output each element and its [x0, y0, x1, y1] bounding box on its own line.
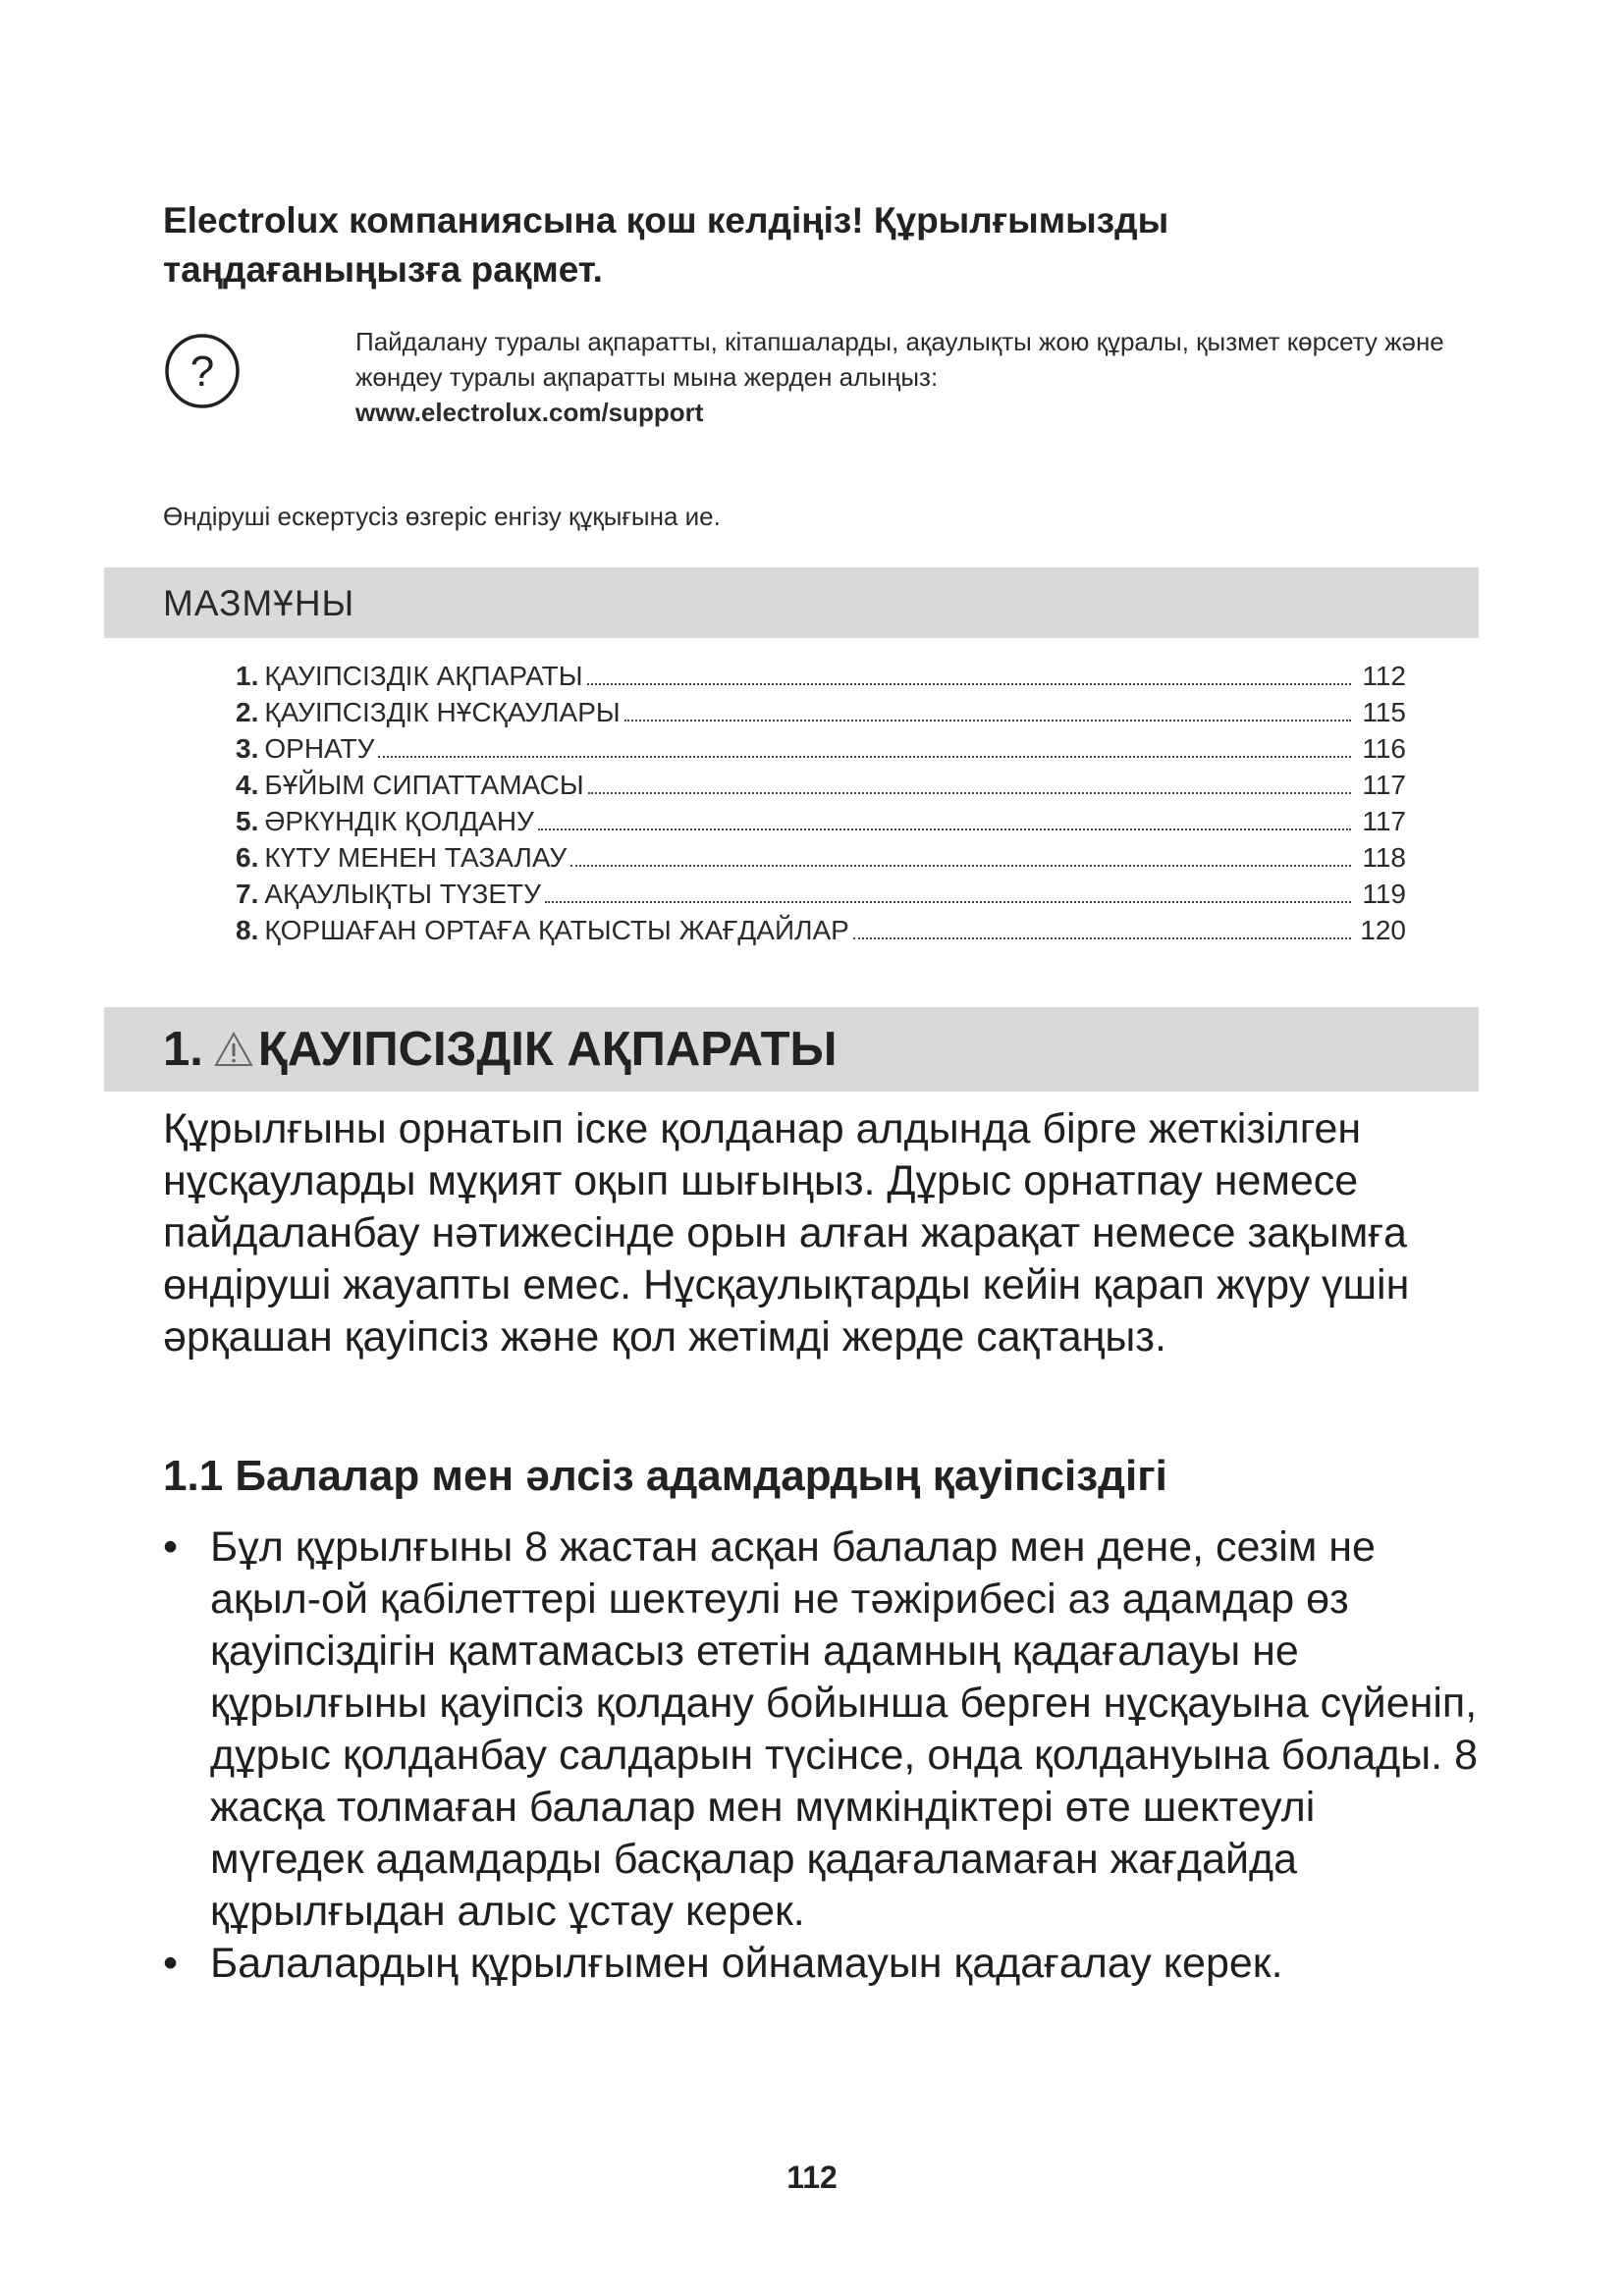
toc-item-number: 2. [236, 697, 259, 727]
toc-item-title: ҚОРШАҒАН ОРТАҒА ҚАТЫСТЫ ЖАҒДАЙЛАР [264, 915, 849, 945]
toc-item-number: 1. [236, 661, 259, 691]
section-number: 1. [163, 1023, 203, 1076]
toc-item-page: 115 [1362, 697, 1406, 727]
safety-bullet-list [163, 1522, 1479, 1990]
toc-leader-dots [538, 828, 1351, 830]
page-number: 112 [786, 2160, 838, 2195]
welcome-title: Electrolux компаниясына қош келдіңіз! Құрылғымызды таңдағаныңызға рақмет. [163, 200, 1169, 290]
safety-bullet [163, 1522, 1479, 1938]
svg-text:?: ? [189, 347, 215, 396]
bullet-text: Балалардың құрылғымен ойнамауын қадағалау керек. [210, 1940, 1283, 1987]
toc-item-page: 116 [1362, 733, 1406, 764]
manufacturer-disclaimer: Өндіруші ескертусіз өзгеріс енгізу құқығына ие. [163, 502, 721, 531]
toc-item-title: ӘРКҮНДІК ҚОЛДАНУ [264, 806, 534, 836]
section-intro: Құрылғыны орнатып іске қолданар алдында бірге жеткізілген нұсқауларды мұқият оқып шығыңыз. Дұрыс орнатпау немесе пайдаланбау нәтижесінде орын алған жарақат немесе зақымға өндіруші жауапты емес. Нұсқаулықтарды кейін қарап жүру үшін әрқашан қауіпсіз және қол жетімді жерде сақтаңыз. [163, 1105, 1410, 1361]
toc-item-title: ҚАУІПСІЗДІК НҰСҚАУЛАРЫ [264, 697, 621, 727]
toc-leader-dots [545, 901, 1351, 903]
section-title [163, 1021, 837, 1078]
toc-item-page: 118 [1362, 842, 1406, 873]
toc-item-number: 4. [236, 770, 259, 800]
toc-item[interactable] [236, 730, 1406, 767]
section-title-text: ҚАУІПСІЗДІК АҚПАРАТЫ [257, 1023, 838, 1076]
toc-item-page: 119 [1362, 879, 1406, 909]
toc-item-title: ҚАУІПСІЗДІК АҚПАРАТЫ [264, 661, 583, 691]
toc-item-number: 3. [236, 733, 259, 764]
toc-leader-dots [588, 792, 1351, 794]
toc-item-page: 120 [1360, 915, 1406, 945]
toc-leader-dots [378, 756, 1351, 758]
toc-item[interactable] [236, 876, 1406, 912]
table-of-contents [236, 658, 1406, 948]
question-circle-icon [163, 332, 242, 410]
toc-item-title: БҰЙЫМ СИПАТТАМАСЫ [264, 770, 584, 800]
toc-item-number: 8. [236, 915, 259, 945]
toc-heading: МАЗМҰНЫ [163, 583, 355, 623]
toc-item-page: 117 [1362, 806, 1406, 836]
toc-item-number: 5. [236, 806, 259, 836]
support-text: Пайдалану туралы ақпаратты, кітапшаларды, ақаулықты жою құралы, қызмет көрсету және жөндеу туралы ақпаратты мына жерден алыңыз: [355, 327, 1444, 392]
toc-leader-dots [570, 865, 1351, 867]
bullet-dot: • [163, 1523, 179, 1571]
toc-item-number: 7. [236, 879, 259, 909]
bullet-dot: • [163, 1940, 179, 1987]
toc-leader-dots [587, 683, 1351, 685]
support-info [355, 324, 1485, 430]
toc-item[interactable] [236, 767, 1406, 803]
safety-bullet [163, 1938, 1479, 1990]
toc-item[interactable] [236, 694, 1406, 730]
toc-item[interactable] [236, 803, 1406, 839]
toc-item[interactable] [236, 912, 1406, 948]
subsection-title: 1.1 Балалар мен әлсіз адамдардың қауіпсіздігі [163, 1452, 1167, 1500]
toc-item[interactable] [236, 658, 1406, 694]
support-link[interactable]: www.electrolux.com/support [355, 398, 704, 427]
toc-leader-dots [624, 720, 1351, 721]
toc-item[interactable] [236, 839, 1406, 876]
toc-leader-dots [853, 937, 1351, 939]
toc-item-title: ОРНАТУ [264, 733, 375, 764]
toc-item-title: КҮТУ МЕНЕН ТАЗАЛАУ [264, 842, 568, 873]
toc-item-page: 112 [1362, 661, 1406, 691]
warning-triangle-icon [213, 1031, 254, 1068]
toc-item-page: 117 [1362, 770, 1406, 800]
bullet-text: Бұл құрылғыны 8 жастан асқан балалар мен дене, сезім не ақыл-ой қабілеттері шектеулі не тәжірибесі аз адамдар өз қауіпсіздігін қамтамасыз ететін адамның қадағалауы не құрылғыны қауіпсіз қолдану бойынша берген нұсқауына сүйеніп, дұрыс қолданбау салдарын түсінсе, онда қолдануына болады. 8 жасқа толмаған балалар мен мүмкіндіктері өте шектеулі мүгедек адамдарды басқалар қадағаламаған жағдайда құрылғыдан алыс ұстау керек. [210, 1523, 1478, 1935]
toc-item-title: АҚАУЛЫҚТЫ ТҮЗЕТУ [264, 879, 541, 909]
toc-item-number: 6. [236, 842, 259, 873]
